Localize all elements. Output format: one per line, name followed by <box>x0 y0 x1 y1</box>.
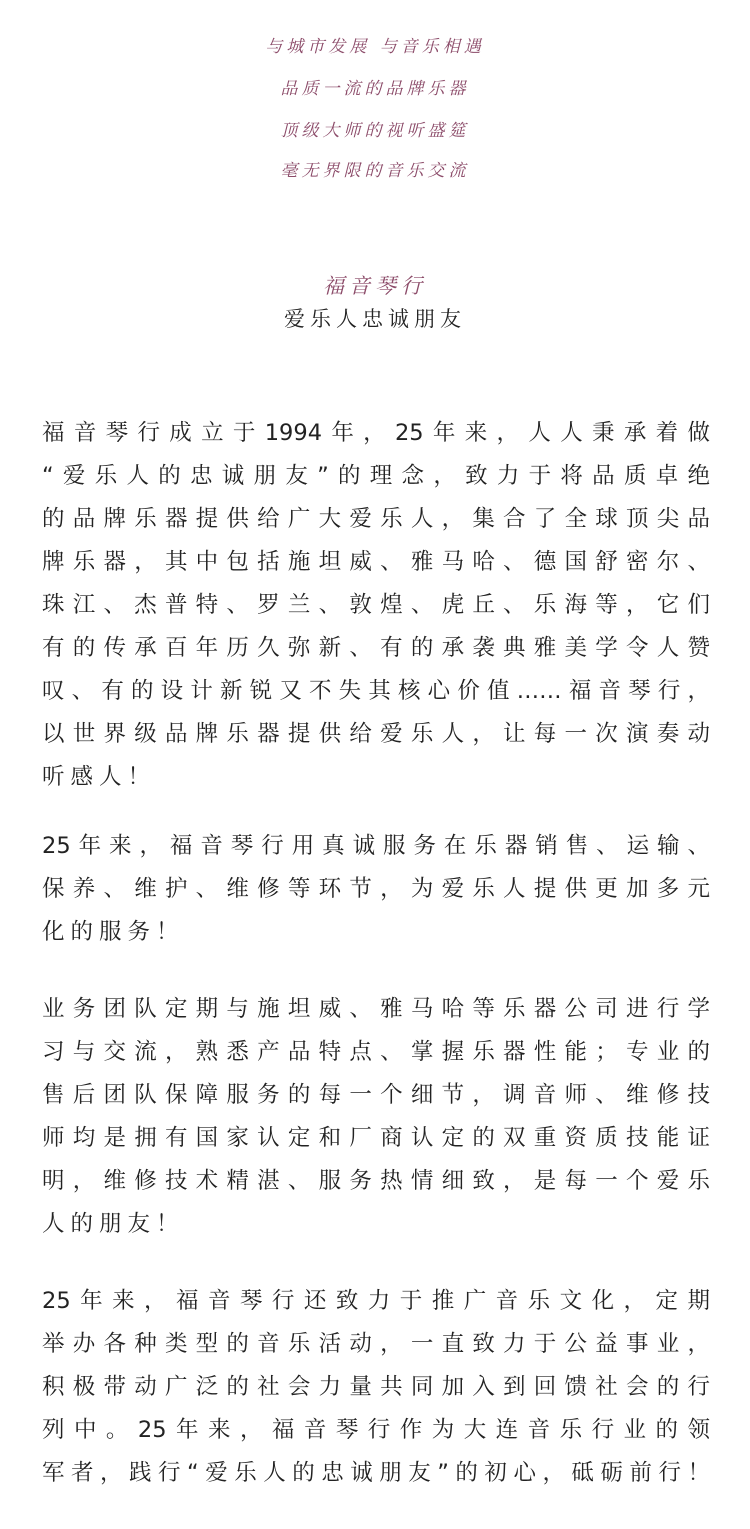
paragraph-line: 保养、维护、维修等环节，为爱乐人提供更加多元 <box>42 876 710 902</box>
paragraph-line: 珠江、杰普特、罗兰、敦煌、虎丘、乐海等，它们 <box>42 592 710 618</box>
tagline-2: 品质一流的品牌乐器 <box>280 79 470 99</box>
paragraph-line: 化的服务！ <box>42 919 185 945</box>
paragraph-line: 积极带动广泛的社会力量共同加入到回馈社会的行 <box>42 1374 710 1400</box>
paragraph-line: 25年来，福音琴行用真诚服务在乐器销售、运输、 <box>42 833 710 859</box>
paragraph-line: 有的传承百年历久弥新、有的承袭典雅美学令人赞 <box>42 635 710 661</box>
paragraph-line: 军者，践行“爱乐人的忠诚朋友”的初心，砥砺前行！ <box>42 1460 710 1486</box>
paragraph-intro <box>42 412 710 799</box>
brand-name: 福音琴行 <box>323 274 427 298</box>
paragraph-line: 售后团队保障服务的每一个细节，调音师、维修技 <box>42 1082 710 1108</box>
paragraph-line: 习与交流，熟悉产品特点、掌握乐器性能；专业的 <box>42 1039 710 1065</box>
brand-slogan: 爱乐人忠诚朋友 <box>284 307 466 331</box>
paragraph-line: 以世界级品牌乐器提供给爱乐人，让每一次演奏动 <box>42 721 710 747</box>
paragraph-line: 的品牌乐器提供给广大爱乐人，集合了全球顶尖品 <box>42 506 710 532</box>
paragraph-line: 举办各种类型的音乐活动，一直致力于公益事业， <box>42 1331 710 1357</box>
paragraph-line: 25年来，福音琴行还致力于推广音乐文化，定期 <box>42 1288 710 1314</box>
paragraph-line: 牌乐器，其中包括施坦威、雅马哈、德国舒密尔、 <box>42 549 710 575</box>
paragraph-line: “爱乐人的忠诚朋友”的理念，致力于将品质卓绝 <box>42 463 710 489</box>
paragraph-line: 列中。25年来，福音琴行作为大连音乐行业的领 <box>42 1417 710 1443</box>
paragraph-line: 叹、有的设计新锐又不失其核心价值……福音琴行， <box>42 678 710 704</box>
paragraph-culture <box>42 1280 710 1495</box>
paragraph-line: 人的朋友！ <box>42 1211 185 1237</box>
paragraph-line: 师均是拥有国家认定和厂商认定的双重资质技能证 <box>42 1125 710 1151</box>
tagline-4: 毫无界限的音乐交流 <box>280 161 470 181</box>
paragraph-line: 福音琴行成立于1994年，25年来，人人秉承着做 <box>42 420 710 446</box>
paragraph-line: 业务团队定期与施坦威、雅马哈等乐器公司进行学 <box>42 996 710 1022</box>
tagline-3: 顶级大师的视听盛筵 <box>280 121 470 141</box>
paragraph-team <box>42 988 710 1246</box>
paragraph-service <box>42 825 710 954</box>
paragraph-line: 听感人！ <box>42 764 157 790</box>
tagline-1: 与城市发展 与音乐相遇 <box>265 37 485 57</box>
paragraph-line: 明，维修技术精湛、服务热情细致，是每一个爱乐 <box>42 1168 710 1194</box>
